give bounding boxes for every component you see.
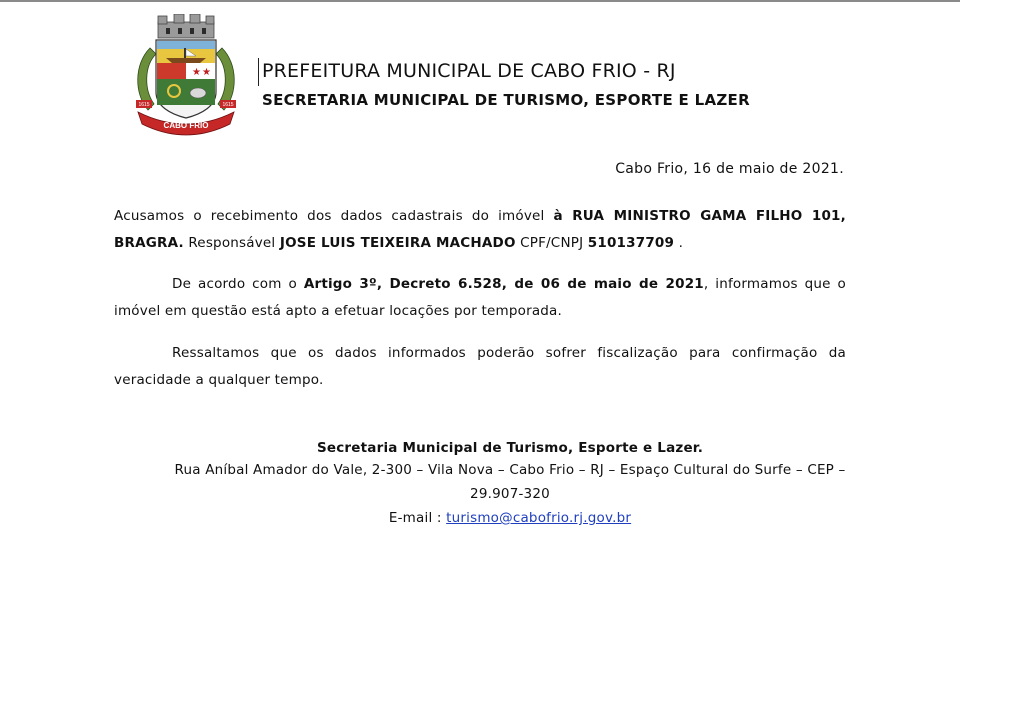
paragraph-inspection bbox=[114, 340, 846, 394]
text-segment: CPF/CNPJ bbox=[515, 235, 588, 251]
text-segment: De acordo com o bbox=[172, 276, 304, 292]
year-right: 1615 bbox=[222, 102, 234, 108]
cpf-cnpj-number: 510137709 bbox=[587, 235, 675, 251]
text-segment: Ressaltamos que os dados informados poderão sofrer fiscalização para confirmação da veracidade a qualquer tempo. bbox=[114, 345, 846, 388]
footer-address: Rua Aníbal Amador do Vale, 2-300 – Vila Nova – Cabo Frio – RJ – Espaço Cultural do Surfe – CEP – 29.907-320 bbox=[174, 462, 846, 502]
ribbon-text: CABO FRIO bbox=[163, 121, 209, 130]
top-rule bbox=[0, 0, 960, 2]
text-segment: . bbox=[674, 235, 684, 251]
footer-title: Secretaria Municipal de Turismo, Esporte e Lazer. bbox=[316, 440, 704, 456]
paragraph-decree bbox=[114, 271, 846, 325]
footer-email-line bbox=[170, 506, 850, 530]
svg-text:★: ★ bbox=[192, 67, 201, 78]
org-name: PREFEITURA MUNICIPAL DE CABO FRIO - RJ bbox=[262, 60, 676, 82]
coat-of-arms-icon bbox=[130, 14, 242, 136]
date-line: Cabo Frio, 16 de maio de 2021. bbox=[615, 161, 844, 177]
paragraph-receipt bbox=[114, 203, 846, 257]
decree-reference: Artigo 3º, Decreto 6.528, de 06 de maio de 2021 bbox=[303, 276, 704, 292]
text-segment: , informamos que o imóvel em questão está apto a efetuar locações por temporada. bbox=[114, 276, 847, 319]
text-segment: Acusamos o recebimento dos dados cadastrais do imóvel bbox=[114, 208, 554, 224]
year-left: 1615 bbox=[138, 102, 150, 108]
property-address: à RUA MINISTRO GAMA FILHO 101, BRAGRA. bbox=[114, 208, 846, 251]
text-cursor-bar bbox=[258, 58, 259, 86]
svg-text:★: ★ bbox=[202, 67, 211, 78]
department-name: SECRETARIA MUNICIPAL DE TURISMO, ESPORTE E LAZER bbox=[262, 91, 750, 109]
email-link[interactable]: turismo@cabofrio.rj.gov.br bbox=[446, 510, 632, 526]
text-segment: Responsável bbox=[183, 235, 280, 251]
email-label: E-mail : bbox=[388, 510, 447, 526]
responsible-name: JOSE LUIS TEIXEIRA MACHADO bbox=[279, 235, 516, 251]
